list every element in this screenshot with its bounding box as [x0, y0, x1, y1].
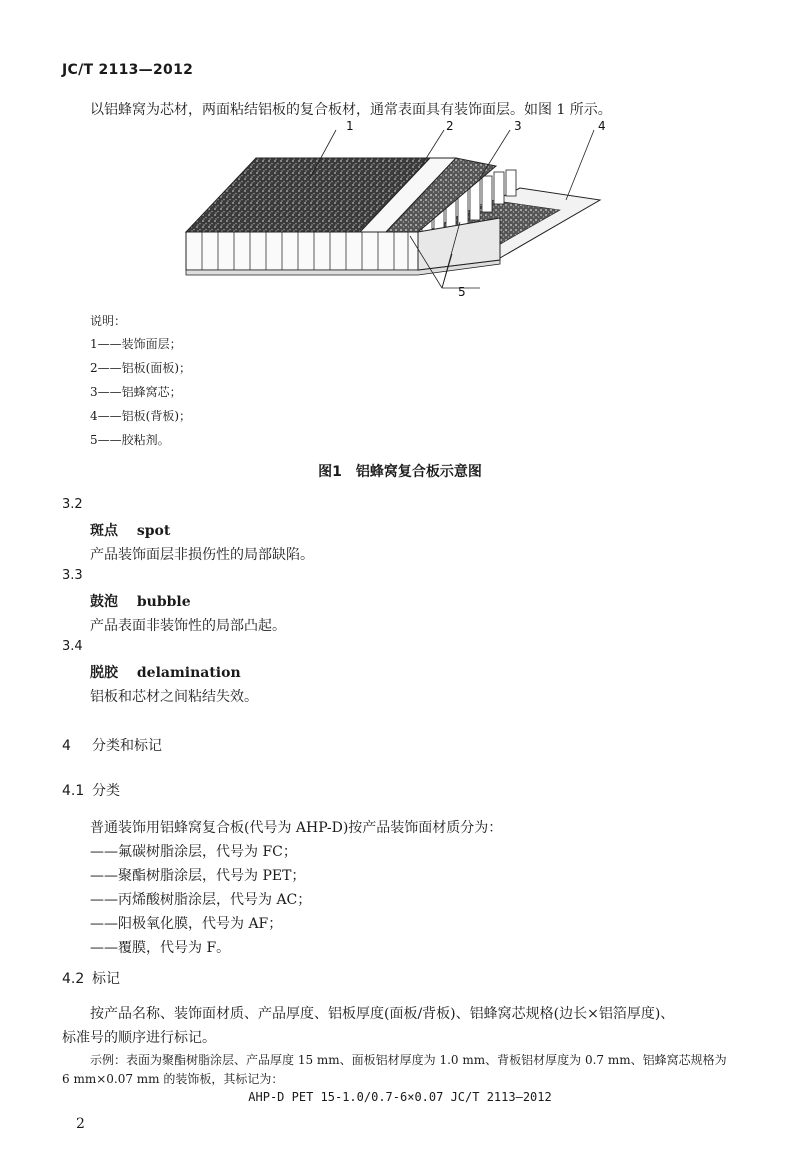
marking-code: AHP-D PET 15-1.0/0.7-6×0.07 JC/T 2113—2012 [248, 1090, 552, 1104]
list-item: ——氟碳树脂涂层，代号为 FC； [90, 844, 297, 860]
term-definition: 产品表面非装饰性的局部凸起。 [90, 618, 286, 634]
callout-1: 1 [346, 119, 354, 133]
clause-number: 3.2 [62, 497, 83, 512]
term-heading: 斑点 spot [90, 523, 171, 539]
clause-number: 3.3 [62, 568, 83, 583]
callout-5: 5 [458, 285, 466, 299]
page-number: 2 [76, 1116, 85, 1132]
term-heading: 脱胶 delamination [90, 665, 241, 681]
figure-caption: 图1 铝蜂窝复合板示意图 [318, 464, 482, 480]
term-definition: 产品装饰面层非损伤性的局部缺陷。 [90, 547, 314, 563]
legend-item: 2——铝板(面板)； [90, 361, 191, 375]
list-item: ——聚酯树脂涂层，代号为 PET； [90, 868, 306, 884]
callout-3: 3 [514, 119, 522, 133]
legend-item: 5——胶粘剂。 [90, 433, 170, 447]
callout-4: 4 [598, 119, 606, 133]
classification-intro: 普通装饰用铝蜂窝复合板(代号为 AHP-D)按产品装饰面材质分为： [90, 820, 503, 836]
list-item: ——丙烯酸树脂涂层，代号为 AC； [90, 892, 312, 908]
example-text: 6 mm×0.07 mm 的装饰板，其标记为： [62, 1072, 284, 1086]
list-item: ——覆膜，代号为 F。 [90, 940, 231, 956]
list-item: ——阳极氧化膜，代号为 AF； [90, 916, 283, 932]
term-definition: 铝板和芯材之间粘结失效。 [90, 689, 258, 705]
intro-paragraph: 以铝蜂窝为芯材，两面粘结铝板的复合板材，通常表面具有装饰面层。如图 1 所示。 [90, 102, 612, 118]
marking-paragraph: 按产品名称、装饰面材质、产品厚度、铝板厚度(面板/背板)、铝蜂窝芯规格(边长×铝箔厚度)、 [90, 1006, 675, 1022]
subsection-heading: 4.1 分类 [62, 783, 120, 799]
legend-item: 3——铝蜂窝芯； [90, 385, 182, 399]
marking-paragraph: 标准号的顺序进行标记。 [62, 1030, 216, 1046]
example-text: 示例：表面为聚酯树脂涂层、产品厚度 15 mm、面板铝材厚度为 1.0 mm、背板铝材厚度为 0.7 mm、铝蜂窝芯规格为 [90, 1053, 727, 1067]
subsection-heading: 4.2 标记 [62, 971, 120, 987]
legend-item: 4——铝板(背板)； [90, 409, 191, 423]
standard-number-header: JC/T 2113—2012 [62, 62, 194, 78]
callout-2: 2 [446, 119, 454, 133]
honeycomb-panel-diagram [160, 118, 620, 303]
clause-number: 3.4 [62, 639, 83, 654]
legend-item: 1——装饰面层； [90, 337, 182, 351]
term-heading: 鼓泡 bubble [90, 594, 191, 610]
section-heading: 4 分类和标记 [62, 738, 162, 754]
legend-title: 说明： [90, 314, 127, 328]
